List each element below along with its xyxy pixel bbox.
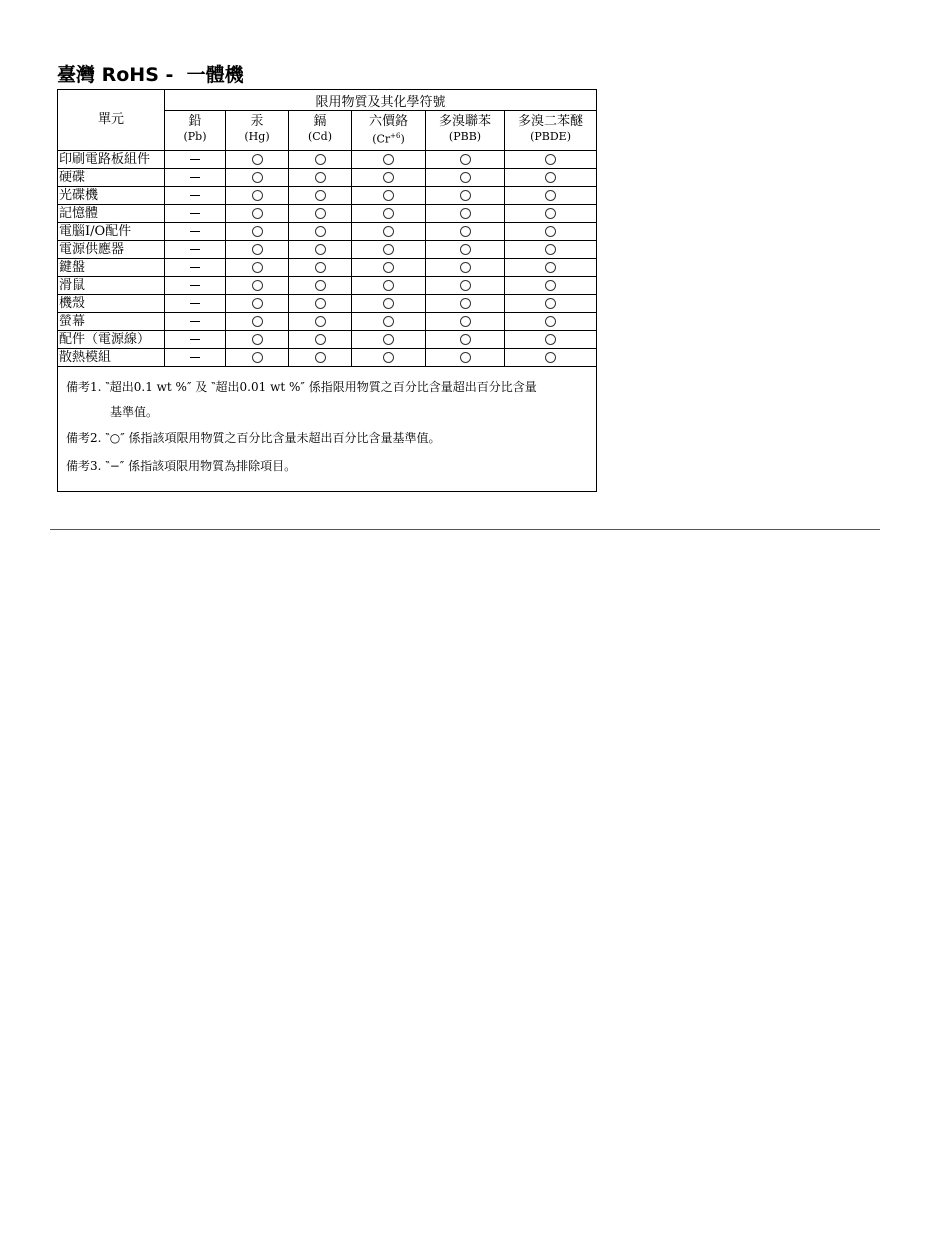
substance-mark-cell — [426, 169, 505, 187]
component-name: 配件（電源線） — [58, 331, 165, 349]
table-row — [58, 313, 597, 331]
substance-mark-cell — [226, 223, 289, 241]
substance-mark-cell — [226, 295, 289, 313]
circle-mark-icon — [545, 226, 556, 237]
table-row — [58, 241, 597, 259]
substance-name: 汞 — [250, 114, 264, 129]
substance-mark-cell — [505, 205, 597, 223]
restricted-substances-header: 限用物質及其化學符號 — [165, 90, 597, 111]
substance-mark-cell — [352, 187, 426, 205]
circle-mark-icon — [315, 208, 326, 219]
circle-mark-icon — [460, 226, 471, 237]
circle-mark-icon — [315, 262, 326, 273]
substance-mark-cell — [505, 169, 597, 187]
substance-mark-cell — [165, 151, 226, 169]
circle-mark-icon — [315, 352, 326, 363]
circle-mark-icon — [383, 334, 394, 345]
substance-mark-cell — [505, 295, 597, 313]
substance-symbol: (Pb) — [183, 130, 207, 143]
substance-mark-cell — [426, 187, 505, 205]
substance-mark-cell — [165, 187, 226, 205]
circle-mark-icon — [545, 280, 556, 291]
table-body — [58, 151, 597, 367]
component-name: 光碟機 — [58, 187, 165, 205]
dash-mark-icon — [190, 177, 200, 178]
substance-mark-cell — [352, 205, 426, 223]
substance-name: 多溴二苯醚 — [518, 114, 584, 129]
circle-mark-icon — [315, 316, 326, 327]
substance-name: 六價鉻 — [368, 114, 408, 129]
substance-mark-cell — [426, 259, 505, 277]
substance-mark-cell — [289, 241, 352, 259]
circle-mark-icon — [460, 334, 471, 345]
substance-mark-cell — [226, 259, 289, 277]
substance-mark-cell — [165, 313, 226, 331]
substance-mark-cell — [426, 331, 505, 349]
substance-mark-cell — [426, 241, 505, 259]
circle-mark-icon — [460, 208, 471, 219]
substance-mark-cell — [289, 313, 352, 331]
dash-mark-icon — [190, 249, 200, 250]
substance-header — [352, 111, 426, 151]
substance-mark-cell — [505, 223, 597, 241]
circle-mark-icon — [460, 280, 471, 291]
circle-mark-icon — [383, 190, 394, 201]
substance-mark-cell — [426, 295, 505, 313]
component-name: 鍵盤 — [58, 259, 165, 277]
substance-mark-cell — [289, 295, 352, 313]
rohs-table — [57, 89, 597, 492]
substance-mark-cell — [352, 151, 426, 169]
substance-header — [426, 111, 505, 151]
dash-mark-icon — [190, 159, 200, 160]
substance-mark-cell — [165, 349, 226, 367]
substance-mark-cell — [426, 223, 505, 241]
circle-mark-icon — [383, 154, 394, 165]
component-name: 散熱模組 — [58, 349, 165, 367]
substance-mark-cell — [226, 277, 289, 295]
circle-mark-icon — [460, 298, 471, 309]
substance-mark-cell — [505, 151, 597, 169]
component-name: 電源供應器 — [58, 241, 165, 259]
substance-mark-cell — [426, 151, 505, 169]
circle-mark-icon — [545, 154, 556, 165]
substance-mark-cell — [352, 313, 426, 331]
circle-mark-icon — [383, 244, 394, 255]
substance-mark-cell — [165, 241, 226, 259]
table-row — [58, 295, 597, 313]
circle-mark-icon — [252, 172, 263, 183]
dash-mark-icon — [190, 267, 200, 268]
table-row — [58, 187, 597, 205]
component-name: 螢幕 — [58, 313, 165, 331]
substance-mark-cell — [505, 349, 597, 367]
component-name: 機殼 — [58, 295, 165, 313]
dash-mark-icon — [190, 213, 200, 214]
circle-mark-icon — [460, 316, 471, 327]
circle-mark-icon — [383, 298, 394, 309]
substance-mark-cell — [226, 313, 289, 331]
dash-mark-icon — [190, 231, 200, 232]
substance-mark-cell — [226, 151, 289, 169]
substance-mark-cell — [289, 331, 352, 349]
component-name: 硬碟 — [58, 169, 165, 187]
unit-header: 單元 — [58, 90, 165, 151]
substance-mark-cell — [505, 187, 597, 205]
substance-name: 鎘 — [313, 114, 327, 129]
circle-mark-icon — [315, 298, 326, 309]
dash-mark-icon — [190, 303, 200, 304]
circle-mark-icon — [315, 190, 326, 201]
circle-mark-icon — [545, 262, 556, 273]
substance-symbol: (PBB) — [448, 130, 482, 143]
substance-mark-cell — [352, 277, 426, 295]
substance-mark-cell — [165, 295, 226, 313]
substance-mark-cell — [289, 223, 352, 241]
circle-mark-icon — [315, 244, 326, 255]
substance-mark-cell — [352, 169, 426, 187]
circle-mark-icon — [383, 280, 394, 291]
circle-mark-icon — [315, 172, 326, 183]
table-row — [58, 169, 597, 187]
circle-mark-icon — [460, 190, 471, 201]
substance-symbol: (PBDE) — [530, 130, 571, 143]
substance-mark-cell — [226, 331, 289, 349]
circle-mark-icon — [545, 298, 556, 309]
circle-mark-icon — [545, 208, 556, 219]
note-2: 備考2. ‶○″ 係指該項限用物質之百分比含量未超出百分比含量基準值。 — [66, 431, 441, 445]
circle-mark-icon — [383, 172, 394, 183]
dash-mark-icon — [190, 339, 200, 340]
note-3: 備考3. ‶−″ 係指該項限用物質為排除項目。 — [66, 459, 297, 473]
substance-symbol: (Cd) — [307, 130, 333, 143]
page-divider — [50, 529, 880, 530]
circle-mark-icon — [252, 280, 263, 291]
note-1 — [58, 367, 596, 420]
substance-mark-cell — [426, 349, 505, 367]
substance-mark-cell — [165, 277, 226, 295]
substance-mark-cell — [226, 349, 289, 367]
substance-mark-cell — [165, 223, 226, 241]
substance-mark-cell — [505, 313, 597, 331]
substance-mark-cell — [289, 259, 352, 277]
table-row — [58, 259, 597, 277]
dash-mark-icon — [190, 195, 200, 196]
table-row — [58, 277, 597, 295]
circle-mark-icon — [252, 190, 263, 201]
circle-mark-icon — [252, 316, 263, 327]
substance-header — [289, 111, 352, 151]
substance-mark-cell — [289, 205, 352, 223]
substance-mark-cell — [505, 331, 597, 349]
substance-mark-cell — [289, 169, 352, 187]
component-name: 電腦I/O配件 — [58, 223, 165, 241]
dash-mark-icon — [190, 321, 200, 322]
substance-mark-cell — [352, 331, 426, 349]
component-name: 印刷電路板組件 — [58, 151, 165, 169]
circle-mark-icon — [460, 172, 471, 183]
substance-mark-cell — [352, 241, 426, 259]
substance-name: 鉛 — [188, 114, 202, 129]
circle-mark-icon — [545, 244, 556, 255]
circle-mark-icon — [252, 352, 263, 363]
substance-mark-cell — [426, 313, 505, 331]
substance-mark-cell — [426, 205, 505, 223]
substance-mark-cell — [352, 349, 426, 367]
substance-mark-cell — [505, 259, 597, 277]
circle-mark-icon — [383, 208, 394, 219]
component-name: 記憶體 — [58, 205, 165, 223]
table-row — [58, 331, 597, 349]
substance-mark-cell — [289, 187, 352, 205]
substance-symbol: $(Cr^{+6})$ — [372, 132, 405, 146]
table-row — [58, 223, 597, 241]
substance-mark-cell — [226, 169, 289, 187]
substance-mark-cell — [165, 331, 226, 349]
substance-symbol: (Hg) — [244, 130, 270, 143]
circle-mark-icon — [545, 190, 556, 201]
substance-mark-cell — [289, 349, 352, 367]
substance-header — [226, 111, 289, 151]
circle-mark-icon — [315, 226, 326, 237]
substance-mark-cell — [289, 277, 352, 295]
circle-mark-icon — [315, 280, 326, 291]
circle-mark-icon — [315, 334, 326, 345]
substance-header — [505, 111, 597, 151]
circle-mark-icon — [252, 226, 263, 237]
circle-mark-icon — [460, 262, 471, 273]
note-1-line-1: 備考1. ‶超出0.1 wt %″ 及 ‶超出0.01 wt %″ 係指限用物質之百分比含量超出百分比含量 — [66, 380, 537, 394]
circle-mark-icon — [252, 244, 263, 255]
table-row — [58, 151, 597, 169]
dash-mark-icon — [190, 285, 200, 286]
component-name: 滑鼠 — [58, 277, 165, 295]
circle-mark-icon — [383, 262, 394, 273]
circle-mark-icon — [252, 298, 263, 309]
table-row — [58, 349, 597, 367]
dash-mark-icon — [190, 357, 200, 358]
table-row — [58, 205, 597, 223]
circle-mark-icon — [460, 154, 471, 165]
circle-mark-icon — [383, 352, 394, 363]
substance-mark-cell — [226, 187, 289, 205]
substance-header — [165, 111, 226, 151]
note-1-line-2: 基準值。 — [110, 405, 159, 419]
circle-mark-icon — [252, 208, 263, 219]
circle-mark-icon — [252, 262, 263, 273]
circle-mark-icon — [460, 352, 471, 363]
circle-mark-icon — [545, 172, 556, 183]
substance-mark-cell — [352, 259, 426, 277]
substance-mark-cell — [352, 223, 426, 241]
substance-mark-cell — [352, 295, 426, 313]
page-title: 臺灣 RoHS - 一體機 — [57, 64, 244, 86]
substance-mark-cell — [426, 277, 505, 295]
circle-mark-icon — [545, 334, 556, 345]
circle-mark-icon — [252, 154, 263, 165]
substance-mark-cell — [505, 241, 597, 259]
circle-mark-icon — [383, 226, 394, 237]
circle-mark-icon — [460, 244, 471, 255]
notes-cell — [58, 367, 597, 492]
circle-mark-icon — [545, 316, 556, 327]
substance-name: 多溴聯苯 — [438, 114, 491, 129]
circle-mark-icon — [545, 352, 556, 363]
substance-mark-cell — [165, 259, 226, 277]
substance-mark-cell — [165, 169, 226, 187]
substance-mark-cell — [226, 205, 289, 223]
circle-mark-icon — [252, 334, 263, 345]
substance-mark-cell — [505, 277, 597, 295]
substance-mark-cell — [165, 205, 226, 223]
circle-mark-icon — [383, 316, 394, 327]
substance-mark-cell — [226, 241, 289, 259]
circle-mark-icon — [315, 154, 326, 165]
substance-mark-cell — [289, 151, 352, 169]
